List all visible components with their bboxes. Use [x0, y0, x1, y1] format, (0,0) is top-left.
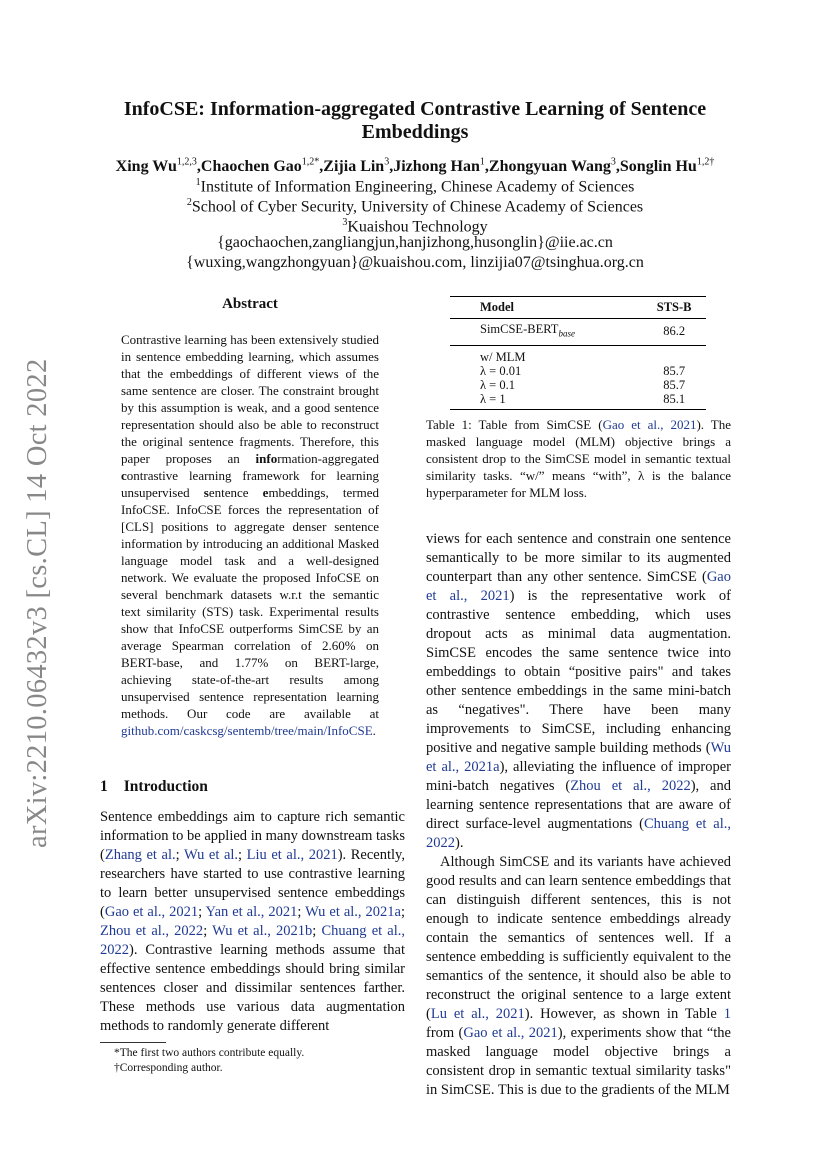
author: Jizhong Han$^1$, [393, 157, 489, 176]
author: Zijia Lin$^3$, [323, 157, 394, 176]
paper-title [100, 98, 730, 144]
code-repository-link[interactable]: github.com/caskcsg/sentemb/tree/main/InfoCSE [121, 723, 373, 738]
table-reference-link[interactable]: 1 [723, 1006, 731, 1022]
author: Songlin $Hu^{1,2\dagger}$ [619, 157, 715, 176]
footnote-equal-contribution: *The first two authors contribute equally. [114, 1047, 305, 1059]
email-line-1: {gaochaochen,zangliangjun,hanjizhong,husonglin}@iie.ac.cn [217, 234, 613, 251]
email-line-2: {wuxing,wangzhongyuan}@kuaishou.com, linzijia07@tsinghua.org.cn [186, 254, 644, 271]
footnote-rule [100, 1042, 166, 1043]
table-cell-model: SimCSE-$BERT_{base}$ [450, 319, 642, 346]
section-heading-introduction: 1 Introduction [100, 778, 208, 795]
citation-link[interactable]: Zhou et al., 2022 [570, 778, 691, 794]
table-header-sts-b: STS-B [642, 297, 706, 319]
table-cell-model: λ = 0.1 [480, 377, 515, 392]
citation-link[interactable]: Wu et al., 2021a [305, 904, 401, 920]
citation-link[interactable]: Gao et al., 2021 [104, 904, 199, 920]
citation-link[interactable]: Gao et al., 2021 [463, 1025, 558, 1041]
paragraph: views for each sentence and constrain one sentence semantically to be more similar to its augmented counterpart than any other sentence. SimCSE (Gao et al., 2021) is the representative work of contrastive sentence embedding, which uses dropout acts as minimal data augmentation. SimCSE encodes the same sentence twice into embeddings to obtain “positive pairs" and takes other sentence embeddings in the same mini-batch as “negatives". There have been many improvements to SimCSE, including enhancing positive and negative sample building methods (Wu et al., 2021a), alleviating the influence of improper mini-batch negatives (Zhou et al., 2022), and learning sentence representations that are aware of direct surface-level augmentations (Chuang et al., 2022). [426, 531, 731, 851]
table-cell-group-label: w/ MLM [480, 349, 526, 364]
table-cell-model: λ = 1 [450, 392, 642, 410]
table-header-model: Model [450, 297, 642, 319]
title-line-1: InfoCSE: Information-aggregated Contrastive Learning of Sentence [123, 98, 707, 120]
affiliation-3: $^3$Kuaishou Technology [342, 217, 488, 236]
author: Xing Wu$^{1,2,3}$, [115, 157, 201, 176]
table-1 [450, 296, 706, 410]
arxiv-stamp-text: arXiv:2210.06432v3 [cs.CL] 14 Oct 2022 [22, 358, 53, 848]
citation-link[interactable]: Wu et al. [183, 847, 239, 863]
citation-link[interactable]: Yan et al., 2021 [205, 904, 298, 920]
abstract-heading: Abstract [222, 296, 278, 312]
table-cell-value: 86.2 [642, 319, 706, 346]
citation-link[interactable]: Wu et al., 2021a [426, 740, 731, 775]
paragraph: Although SimCSE and its variants have achieved good results and can learn sentence embeddings that can distinguish different sentences, this is not enough to indicate sentence embeddings already contain the semantics of sentences well. If a sentence embedding is sufficiently equivalent to the semantics of the sentence, it should also be able to reconstruct the original sentence to a large extent (Lu et al., 2021). However, as shown in Table 1 from (Gao et al., 2021), experiments show that “the masked language model objective brings a consistent drop in semantic textual similarity tasks" in SimCSE. This is due to the gradients of the MLM [426, 854, 731, 1098]
footnote-corresponding-author: †Corresponding author. [114, 1062, 223, 1074]
abstract-body: Contrastive learning has been extensively studied in sentence embedding learning, which assumes that the embeddings of different views of the same sentence are closer. The constraint brought by this assumption is weak, and a good sentence representation should also be able to reconstruct the original sentence fragments. Therefore, this paper proposes an information-aggregated contrastive learning framework for learning unsupervised sentence embeddings, termed InfoCSE. InfoCSE forces the representation of [CLS] positions to aggregate denser sentence information by introducing an additional Masked language model task and a well-designed network. We evaluate the proposed InfoCSE on several benchmark datasets w.r.t the semantic text similarity (STS) task. Experimental results show that InfoCSE outperforms SimCSE by an average Spearman correlation of 2.60% on BERT-base, and 1.77% on BERT-large, achieving state-of-the-art results among unsupervised sentence representation learning methods. Our code are available at github.com/caskcsg/sentemb/tree/main/InfoCSE. [121, 332, 379, 738]
affiliation-2: $^2$School of Cyber Security, University of Chinese Academy of Sciences [186, 197, 644, 216]
table-cell-value: 85.1 [642, 392, 706, 410]
introduction-right-column [426, 530, 731, 1100]
citation-link[interactable]: Gao et al., 2021 [426, 569, 731, 604]
citation-link[interactable]: Liu et al., 2021 [246, 847, 338, 863]
author: Chaochen Gao$^{1,2*}$, [200, 157, 324, 176]
citation-link[interactable]: Chuang et al., 2022 [100, 923, 405, 958]
citation-link[interactable]: Chuang et al., 2022 [426, 816, 731, 851]
citation-link[interactable]: Gao et al., 2021 [602, 417, 697, 432]
citation-link[interactable]: Zhou et al., 2022 [100, 923, 204, 939]
table-cell-value: 85.7 [663, 377, 686, 392]
citation-link[interactable]: Lu et al., 2021 [430, 1006, 525, 1022]
affiliation-1: $^1$Institute of Information Engineering, Chinese Academy of Sciences [195, 177, 635, 196]
citation-link[interactable]: Wu et al., 2021b [212, 923, 313, 939]
table-1-caption: Table 1: Table from SimCSE (Gao et al., 2021). The masked language model (MLM) objective brings a consistent drop to the SimCSE model in semantic textual similarity tasks. “w/” means “with”, λ is the balance hyperparameter for MLM loss. [426, 417, 731, 500]
citation-link[interactable]: Zhang et al. [104, 847, 176, 863]
table-cell-value: 85.7 [663, 363, 686, 378]
introduction-left-column: Sentence embeddings aim to capture rich semantic information to be applied in many downstream tasks (Zhang et al.; Wu et al.; Liu et al., 2021). Recently, researchers have started to use contrastive learning to learn better unsupervised sentence embeddings (Gao et al., 2021; Yan et al., 2021; Wu et al., 2021a; Zhou et al., 2022; Wu et al., 2021b; Chuang et al., 2022). Contrastive learning methods assume that effective sentence embeddings should bring similar sentences closer and dissimilar sentences farther. These methods use various data augmentation methods to randomly generate different [100, 809, 405, 1034]
title-line-2: Embeddings [361, 121, 469, 143]
table-cell-model: λ = 0.01 [480, 363, 522, 378]
author: Zhongyuan Wang$^3$, [488, 157, 620, 176]
